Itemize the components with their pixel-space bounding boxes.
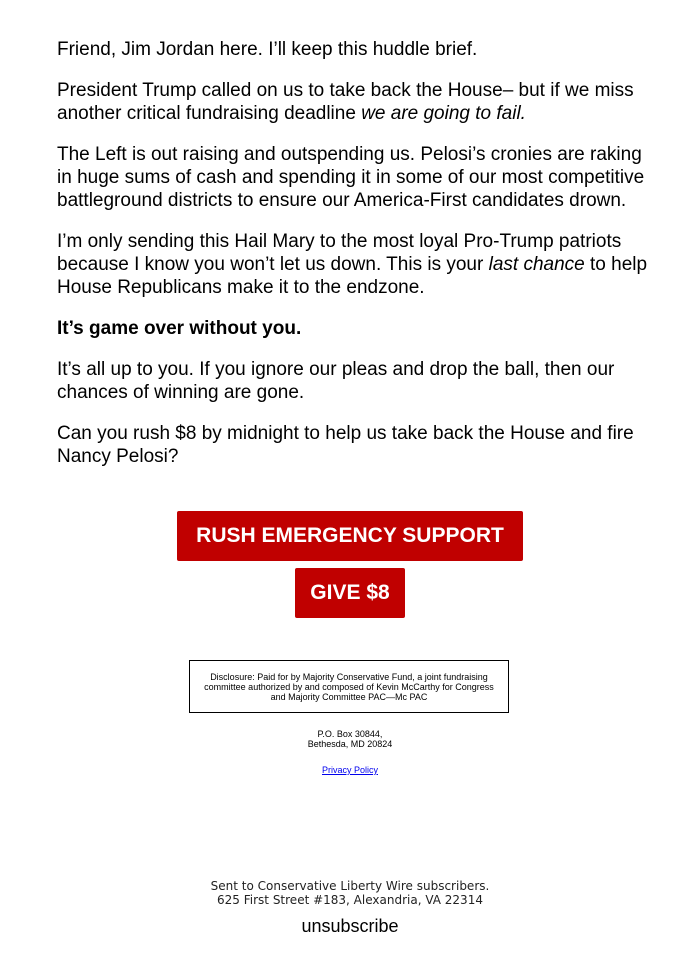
sent-to-line-2: 625 First Street #183, Alexandria, VA 22314 bbox=[217, 893, 483, 907]
greeting-text: Friend, Jim Jordan here. I’ll keep this huddle brief. bbox=[57, 39, 478, 60]
hail-mary-paragraph bbox=[57, 230, 657, 299]
disclosure-box bbox=[189, 660, 509, 713]
privacy-policy-row bbox=[0, 765, 700, 775]
address-line-2: Bethesda, MD 20824 bbox=[307, 739, 393, 749]
rush-ask-paragraph bbox=[57, 422, 657, 468]
trump-paragraph bbox=[57, 79, 657, 125]
rush-ask-text: Can you rush $8 by midnight to help us take back the House and fire Nancy Pelosi? bbox=[57, 423, 634, 467]
rush-emergency-support-button[interactable]: RUSH EMERGENCY SUPPORT bbox=[177, 511, 523, 561]
give-8-button[interactable]: GIVE $8 bbox=[295, 568, 405, 618]
hail-mary-text-end: to help House Republicans make it to the endzone. bbox=[57, 254, 648, 298]
all-up-to-you-paragraph bbox=[57, 358, 657, 404]
trump-emphasis: we are going to fail. bbox=[361, 103, 526, 124]
all-up-to-you-text: It’s all up to you. If you ignore our pleas and drop the ball, then our chances of winning are gone. bbox=[57, 359, 615, 403]
hail-mary-emphasis: last chance bbox=[488, 254, 585, 275]
game-over-text: It’s game over without you. bbox=[57, 318, 302, 339]
sent-to-line-1: Sent to Conservative Liberty Wire subscribers. bbox=[210, 879, 490, 893]
disclosure-text: Disclosure: Paid for by Majority Conservative Fund, a joint fundraising committee authorized by and composed of Kevin McCarthy for Congress and Majority Committee PAC—Mc PAC bbox=[204, 672, 494, 702]
greeting-paragraph bbox=[57, 38, 657, 61]
privacy-policy-link[interactable]: Privacy Policy bbox=[321, 765, 378, 775]
unsubscribe-link[interactable]: unsubscribe bbox=[301, 916, 399, 936]
mailing-address bbox=[0, 729, 700, 749]
left-text: The Left is out raising and outspending us. Pelosi’s cronies are raking in huge sums of cash and spending it in some of our most competitive battleground districts to ensure our America-First candidates drown. bbox=[57, 144, 645, 211]
game-over-paragraph bbox=[57, 317, 657, 340]
sent-to-notice bbox=[0, 879, 700, 907]
trump-text: President Trump called on us to take back the House– but if we miss another critical fundraising deadline bbox=[57, 80, 634, 124]
address-line-1: P.O. Box 30844, bbox=[317, 729, 383, 739]
email-body bbox=[57, 38, 657, 486]
hail-mary-text-start: I’m only sending this Hail Mary to the most loyal Pro-Trump patriots because I know you won’t let us down. This is your bbox=[57, 231, 622, 275]
left-paragraph bbox=[57, 143, 657, 212]
